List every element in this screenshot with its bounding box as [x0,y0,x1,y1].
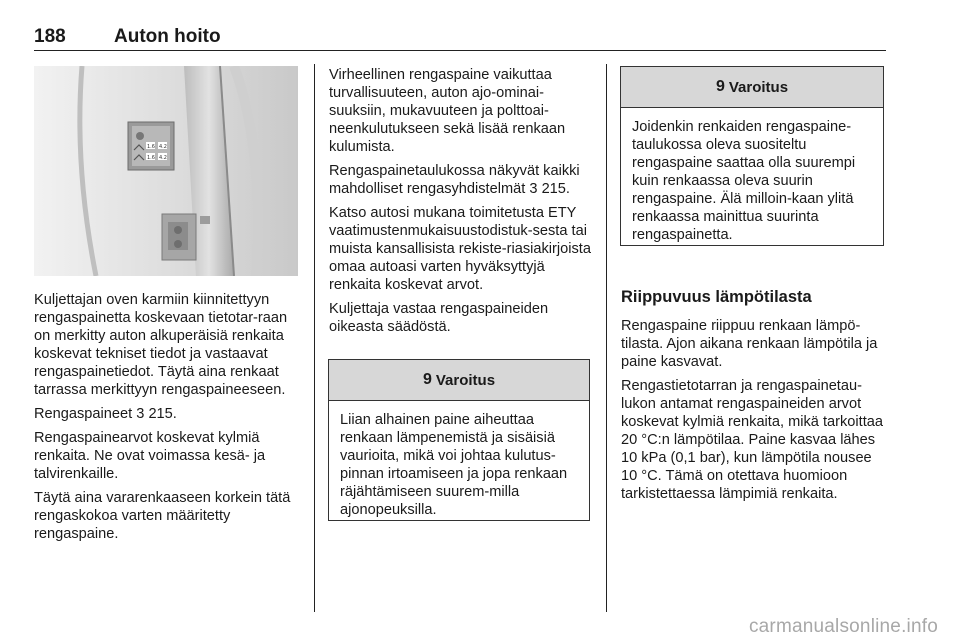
page-header [34,26,886,51]
paragraph: Täytä aina vararenkaaseen korkein tätä rengaskokoa varten määritetty rengaspaine. [34,490,291,542]
paragraph: Virheellinen rengaspaine vaikuttaa turvallisuuteen, auton ajo-ominai-suuksiin, mukavuuteen ja polttoai-neenkulutukseen sekä lisää renkaan kulumista. [329,67,566,155]
warning-header [621,67,883,108]
page-reference-icon: 3 [529,181,538,197]
paragraph: Kuljettajan oven karmiin kiinnitettyyn rengaspainetta koskevaan tietotar-raan on merkitty auton alkuperäisiä renkaita koskevat tekniset tiedot ja vastaavat rengaspainetiedot. Täytä aina renkaat tarrassa merkittyyn rengaspaineeseen. [34,292,288,398]
paragraph: Katso autosi mukana toimitetusta ETY vaatimustenmukaisuustodistuk-sesta tai muista kansallisista rekiste-riasiakirjoista omaa autoasi varten hyväksyttyjä renkaita koskevat arvot. [329,205,591,293]
right-column [621,287,889,509]
label-value-3: 1.6 [147,155,155,161]
paragraph: Rengastietotarran ja rengaspainetau-lukon antamat rengaspaineiden arvot koskevat kylmiä renkaita, mikä tarkoittaa 20 °C:n lämpötilaa. Paine kasvaa lähes 10 kPa (0,1 bar), kun lämpötila nousee 10 °C. Tämä on otettava huomioon tarkistettaessa lämpimiä renkaita. [621,378,883,502]
column-divider-right [606,64,607,612]
door-frame-tire-label-photo [34,66,298,276]
door-frame-illustration [34,66,298,276]
middle-column [329,66,593,342]
page-reference: 215. [148,406,177,422]
left-column [34,291,304,549]
paragraph-text: Rengaspaineet [34,406,133,422]
warning-text: Joidenkin renkaiden rengaspaine-taulukossa oleva suositeltu rengaspaine saattaa olla suurempi kuin renkaassa oleva suurin rengaspaine. Älä milloin-kaan ylitä renkaassa mainittua suurinta rengaspainetta. [632,119,856,243]
page-reference: 215. [541,181,570,197]
page-reference-icon: 3 [136,406,145,422]
paragraph-text: Rengaspainetaulukossa näkyvät kaikki mahdolliset rengasyhdistelmät [329,163,580,197]
page-number: 188 [34,26,66,47]
paragraph: Rengaspaine riippuu renkaan lämpö-tilasta. Ajon aikana renkaan lämpötila ja paine kasvavat. [621,318,878,370]
warning-icon: 9 [422,371,432,388]
warning-box-middle [328,359,590,521]
column-divider-left [314,64,315,612]
warning-title: Varoitus [435,371,496,389]
paragraph: Kuljettaja vastaa rengaspaineiden oikeasta säädöstä. [329,301,549,335]
label-value-4: 4.2 [159,155,167,161]
warning-icon: 9 [715,78,725,95]
section-heading: Riippuvuus lämpötilasta [621,288,812,306]
label-value-2: 4.2 [159,144,167,150]
paragraph: Rengaspainearvot koskevat kylmiä renkaita. Ne ovat voimassa kesä- ja talvirenkaille. [34,430,266,482]
warning-text: Liian alhainen paine aiheuttaa renkaan lämpenemistä ja sisäisiä vaurioita, mikä voi johtaa kulutus-pinnan irtoamiseen ja jopa renkaan räjähtämiseen suurem-milla ajonopeuksilla. [340,412,568,518]
paragraph-with-ref [329,162,593,198]
warning-box-right [620,66,884,246]
paragraph-with-ref [34,405,304,423]
warning-title: Varoitus [728,78,789,96]
warning-header [329,360,589,401]
watermark: carmanualsonline.info [748,616,938,637]
page-title: Auton hoito [114,26,221,47]
label-value-1: 1.6 [147,144,155,150]
